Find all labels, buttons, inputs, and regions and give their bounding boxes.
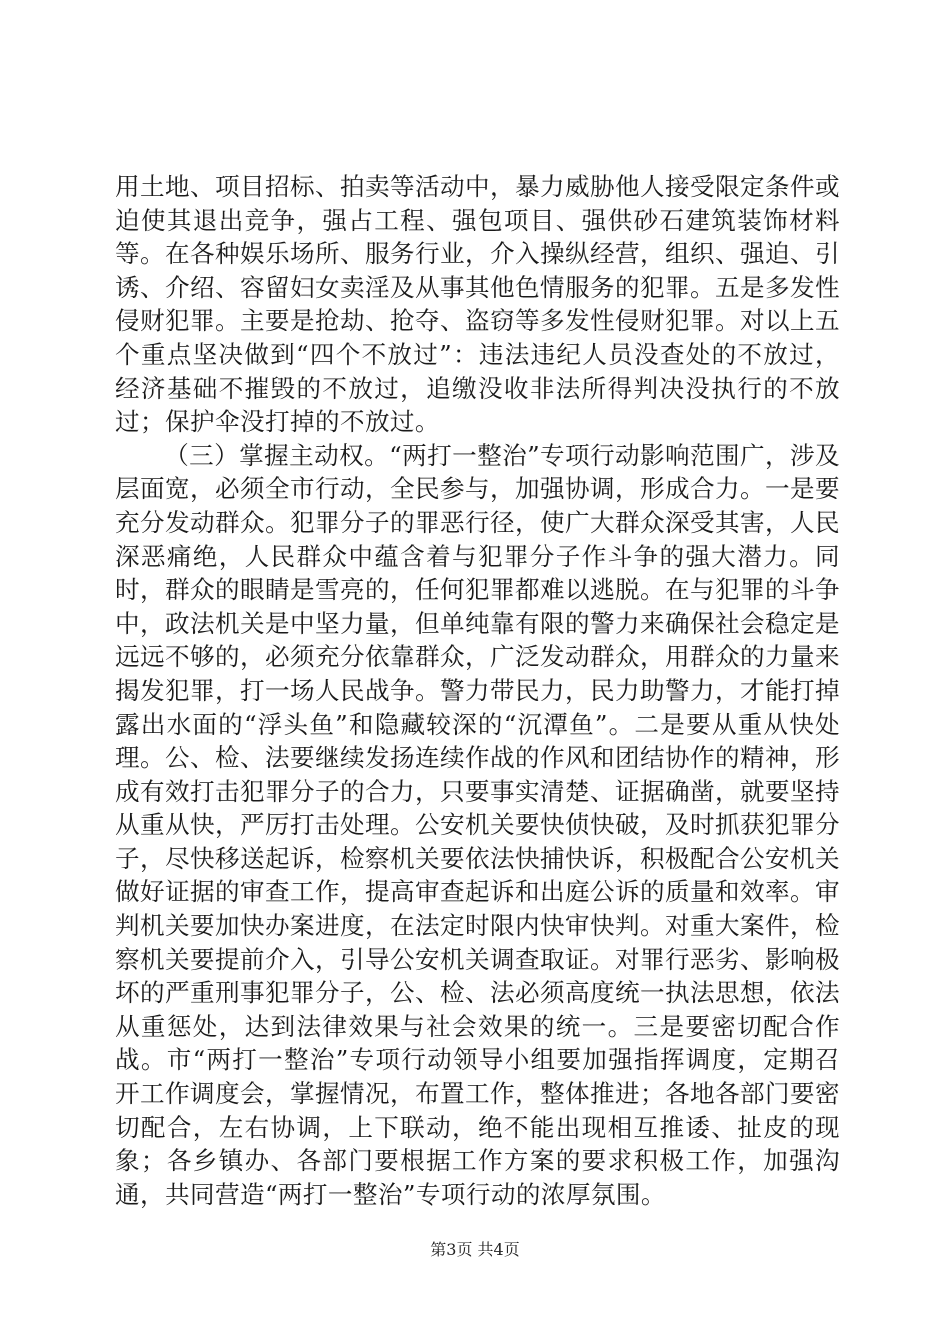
paragraph-continuation: 用土地、项目招标、拍卖等活动中，暴力威胁他人接受限定条件或迫使其退出竞争，强占工程、强包项目、强供砂石建筑装饰材料等。在各种娱乐场所、服务行业，介入操纵经营，组织、强迫、引诱、介绍、容留妇女卖淫及从事其他色情服务的犯罪。五是多发性侵财犯罪。主要是抢劫、抢夺、盗窃等多发性侵财犯罪。对以上五个重点坚决做到“四个不放过”：违法违纪人员没查处的不放过，经济基础不摧毁的不放过，追缴没收非法所得判决没执行的不放过；保护伞没打掉的不放过。 (115, 172, 840, 437)
page-number-footer: 第3页 共4页 (430, 1240, 520, 1259)
paragraph-section-three: （三）掌握主动权。“两打一整治”专项行动影响范围广，涉及层面宽，必须全市行动，全民参与，加强协调，形成合力。一是要充分发动群众。犯罪分子的罪恶行径，使广大群众深受其害，人民深恶痛绝，人民群众中蕴含着与犯罪分子作斗争的强大潜力。同时，群众的眼睛是雪亮的，任何犯罪都难以逃脱。在与犯罪的斗争中，政法机关是中坚力量，但单纯靠有限的警力来确保社会稳定是远远不够的，必须充分依靠群众，广泛发动群众，用群众的力量来揭发犯罪，打一场人民战争。警力带民力，民力助警力，才能打掉露出水面的“浮头鱼”和隐藏较深的“沉潭鱼”。二是要从重从快处理。公、检、法要继续发扬连续作战的作风和团结协作的精神，形成有效打击犯罪分子的合力，只要事实清楚、证据确凿，就要坚持从重从快，严厉打击处理。公安机关要快侦快破，及时抓获犯罪分子，尽快移送起诉，检察机关要依法快捕快诉，积极配合公安机关做好证据的审查工作，提高审查起诉和出庭公诉的质量和效率。审判机关要加快办案进度，在法定时限内快审快判。对重大案件，检察机关要提前介入，引导公安机关调查取证。对罪行恶劣、影响极坏的严重刑事犯罪分子，公、检、法必须高度统一执法思想，依法从重惩处，达到法律效果与社会效果的统一。三是要密切配合作战。市“两打一整治”专项行动领导小组要加强指挥调度，定期召开工作调度会，掌握情况，布置工作，整体推进；各地各部门要密切配合，左右协调，上下联动，绝不能出现相互推诿、扯皮的现象；各乡镇办、各部门要根据工作方案的要求积极工作，加强沟通，共同营造“两打一整治”专项行动的浓厚氛围。 (115, 440, 840, 1209)
document-body (115, 170, 840, 1211)
